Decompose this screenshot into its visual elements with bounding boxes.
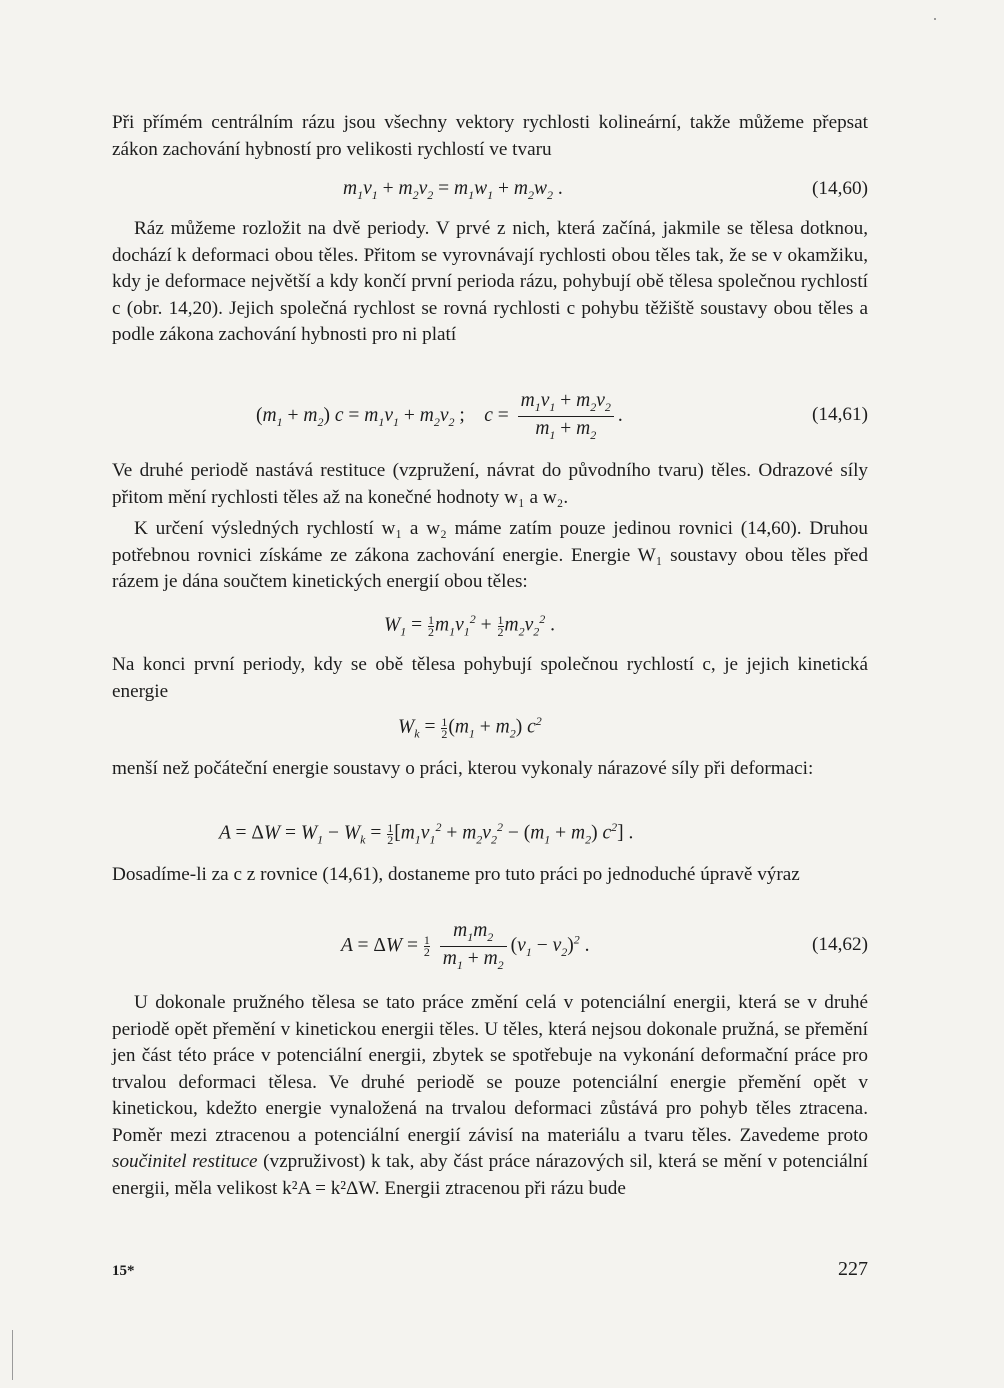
page-number: 227 bbox=[838, 1258, 868, 1280]
equation-number-14-60: (14,60) bbox=[812, 178, 868, 199]
scan-edge-mark bbox=[12, 1330, 13, 1380]
equation-number-14-61: (14,61) bbox=[812, 404, 868, 425]
equation-kinetic-energy: $W_k$ = $\frac{1}{2}(m_1 + m_2)$ $c^2$ bbox=[398, 714, 542, 741]
paragraph-8 bbox=[112, 990, 868, 1202]
equation-14-60: $m_1v_1 + m_2v_2 = m_1w_1 + m_2w_2$ . bbox=[343, 178, 563, 202]
paragraph-2: Ráz můžeme rozložit na dvě periody. V prvé z nich, která začíná, jakmile se tělesa dotknou, dochází k deformaci obou těles. Přitom se vyrovnávají rychlosti obou těles tak, že se v okamžiku, kdy je deformace největší a kdy končí první perioda rázu, pohybují obě tělesa společnou rychlostí c (obr. 14,20). Jejich společná rychlost se rovná rychlosti c pohybu těžiště soustavy obou těles a podle zákona zachování hybnosti pro ni platí bbox=[112, 218, 868, 345]
paragraph-7: Dosadíme-li za c z rovnice (14,61), dostaneme pro tuto práci po jednoduché úpravě výraz bbox=[112, 864, 800, 885]
paragraph-3: Ve druhé periodě nastává restituce (vzpružení, návrat do původního tvaru) těles. Odrazové síly přitom mění rychlosti těles až na konečné hodnoty w₁ a w₂. bbox=[112, 460, 868, 508]
equation-deformation-work: $A = \Delta W = W_1 - W_k$ = $\frac{1}{2}[m_1v_1^2 + m_2v_2^2 - (m_1 + m_2)$ $c^2$] . bbox=[219, 820, 634, 847]
scan-speck bbox=[934, 18, 936, 20]
signature-mark: 15* bbox=[112, 1263, 135, 1279]
term-restitution-coefficient: součinitel restituce bbox=[112, 1151, 258, 1172]
equation-14-61: $(m_1 + m_2) c = m_1v_1 + m_2v_2$ ; c = $\frac{m_1v_1 + m_2v_2}{m_1 + m_2}$ . bbox=[256, 390, 623, 442]
paragraph-6: menší než počáteční energie soustavy o práci, kterou vykonaly nárazové síly při deformaci: bbox=[112, 758, 814, 779]
equation-number-14-62: (14,62) bbox=[812, 934, 868, 955]
paragraph-5: Na konci první periody, kdy se obě tělesa pohybují společnou rychlostí c, je jejich kinetická energie bbox=[112, 654, 868, 702]
paragraph-4: K určení výsledných rychlostí w₁ a w₂ máme zatím pouze jedinou rovnici (14,60). Druhou potřebnou rovnici získáme ze zákona zachování energie. Energie W₁ soustavy obou těles před rázem je dána součtem kinetických energií obou těles: bbox=[112, 518, 868, 592]
equation-14-62: A = ΔW = $\frac{1}{2}$ $\frac{m_1m_2}{m_1 + m_2}$ $(v_1 - v_2)^2$ . bbox=[341, 920, 590, 972]
paragraph-1: Při přímém centrálním rázu jsou všechny vektory rychlosti kolineární, takže můžeme přepsat zákon zachování hybností pro velikosti rychlostí ve tvaru bbox=[112, 112, 868, 160]
paragraph-8-text-b: (vzpruživost) k tak, aby část práce nárazových sil, která se mění v potenciální energii, měla velikost k²A = k²ΔW. Energii ztracenou při rázu bude bbox=[112, 1151, 868, 1199]
paragraph-8-text-a: U dokonale pružného tělesa se tato práce změní celá v potenciální energii, která se v druhé periodě opět přemění v kinetickou energii těles. U těles, která nejsou dokonale pružná, se přemění jen část této práce v potenciální energii, zbytek se spotřebuje na vykonání deformační práce pro trvalou deformaci tělesa. Ve druhé periodě se pouze potenciální energie přemění opět v kinetickou, kdežto energie vynaložená na trvalou deformaci zůstává pro pohyb těles ztracena. Poměr mezi ztracenou a potenciální energií závisí na materiálu a tvaru těles. Zavedeme proto bbox=[112, 992, 868, 1146]
equation-initial-energy: $W_1$ = $\frac{1}{2}m_1v_1^2$ + $\frac{1}{2}m_2v_2^2$ . bbox=[384, 612, 555, 639]
